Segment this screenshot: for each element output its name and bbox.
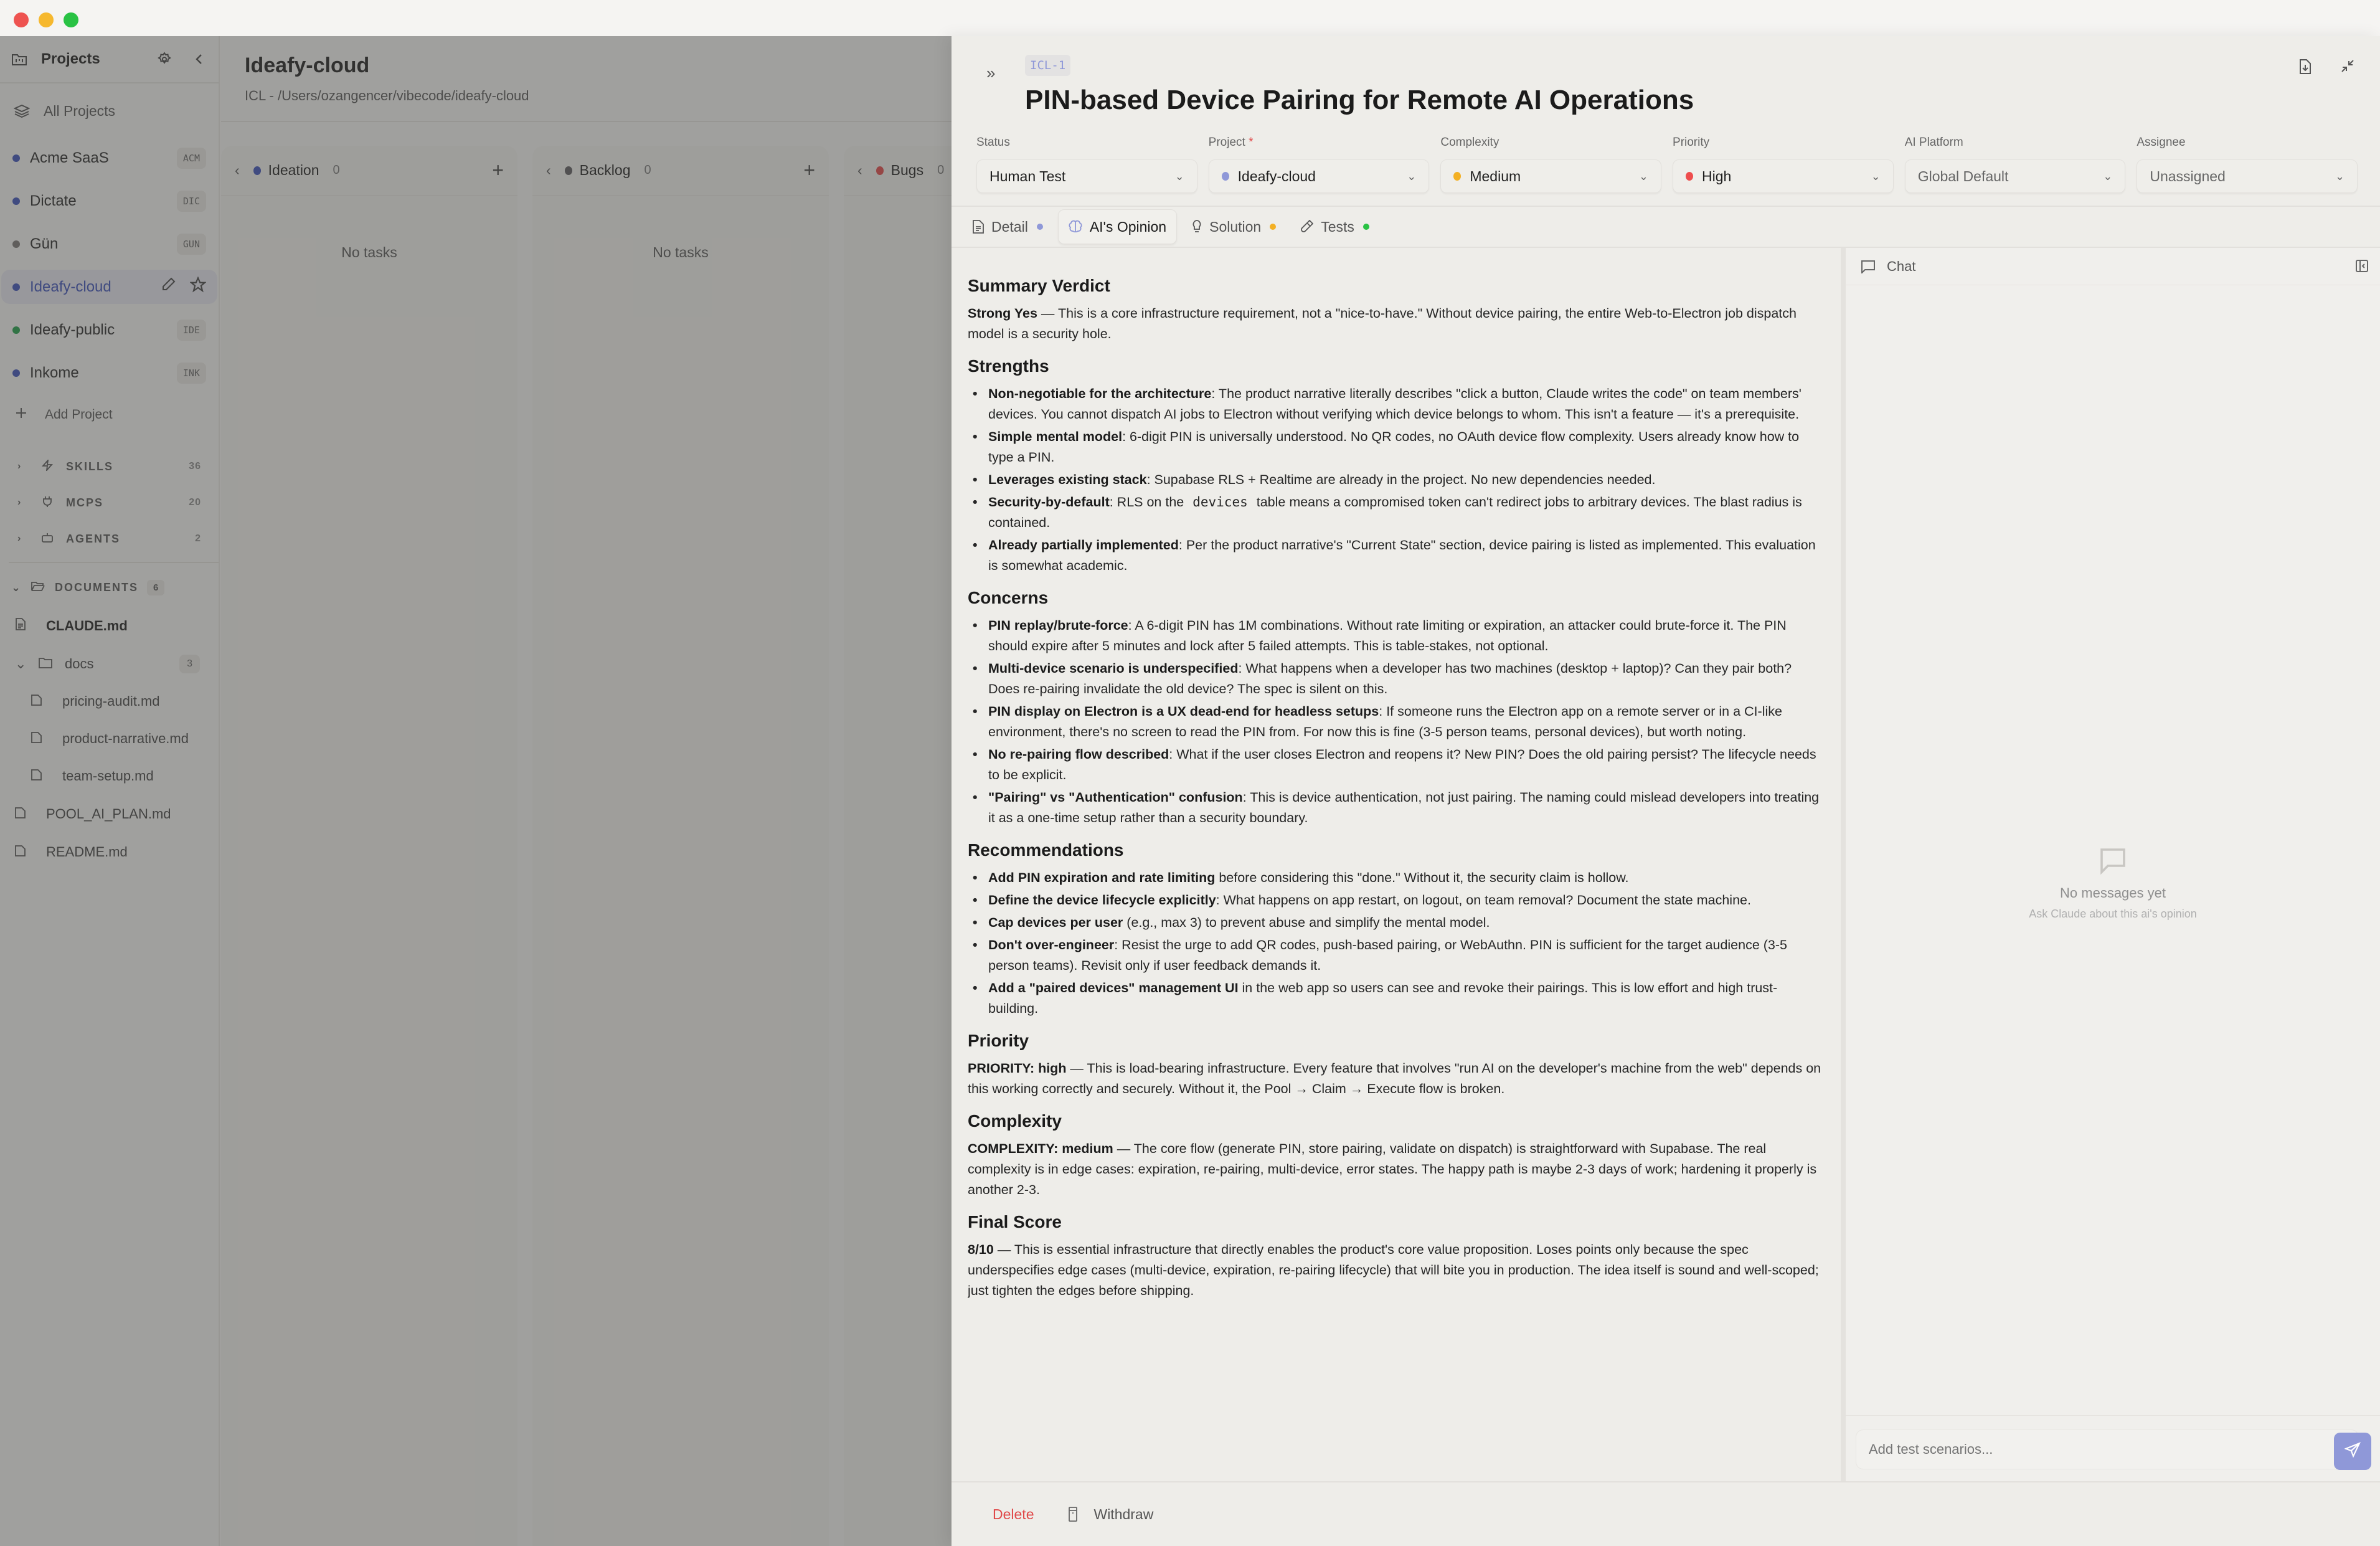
field-label: Status: [976, 136, 1010, 149]
board-path: ICL - /Users/ozangencer/vibecode/ideafy-cloud: [245, 88, 529, 103]
tab-solution[interactable]: [1182, 209, 1286, 244]
concerns-list: [968, 615, 1826, 828]
chevron-down-icon: ⌄: [1871, 169, 1881, 183]
summary-text: — This is a core infrastructure requirement, not a "nice-to-have." Without device pairing, the entire Web-to-Electron job dispatch model is a security hole.: [968, 306, 1797, 341]
chat-message-input[interactable]: [1856, 1430, 2359, 1469]
chat-empty-title: No messages yet: [2060, 885, 2166, 901]
field-label: Assignee: [2137, 136, 2186, 149]
resize-handle[interactable]: [1841, 248, 1846, 1481]
file-name: product-narrative.md: [62, 731, 189, 746]
field-assignee: [2137, 136, 2358, 193]
section-count: 20: [189, 497, 201, 508]
priority-paragraph: [968, 1058, 1826, 1099]
chevron-down-icon: ⌄: [1174, 169, 1184, 183]
item-text: : What happens when a developer has two machines (desktop + laptop)? Can they pair both? Does re-pairing invalidate the old device? The spec is silent on this.: [988, 661, 1792, 696]
item-lead: Multi-device scenario is underspecified: [988, 661, 1239, 676]
sidebar-title: Projects: [41, 50, 100, 67]
list-item: [968, 470, 1826, 490]
section-label: SKILLS: [66, 460, 114, 473]
project-code-badge: GUN: [177, 234, 206, 255]
chat-title: Chat: [1887, 258, 1916, 274]
item-text: in the web app so users can see and revoke their pairings. This is low effort and high trust-building.: [988, 980, 1778, 1016]
section-label: MCPS: [66, 496, 104, 509]
item-lead: Security-by-default: [988, 495, 1110, 510]
item-text: : What happens on app restart, on logout, on team removal? Document the state machine.: [1216, 893, 1751, 908]
select-value: Human Test: [989, 168, 1066, 184]
folder-count: 3: [179, 655, 200, 673]
chevron-right-icon: ›: [17, 461, 22, 472]
item-text: : Resist the urge to add QR codes, push-based pairing, or WebAuthn. PIN is sufficient for the target audience (3-5 person teams). Revisit only if user feedback demands it.: [988, 937, 1788, 973]
field-ai-platform: [1905, 136, 2126, 193]
folder-name: docs: [65, 655, 94, 671]
summary-paragraph: [968, 303, 1826, 344]
tab-ais-opinion[interactable]: [1058, 209, 1177, 244]
item-lead: PIN replay/brute-force: [988, 618, 1128, 633]
item-lead: Define the device lifecycle explicitly: [988, 893, 1216, 908]
message-square-icon: [2098, 868, 2128, 878]
complexity-lead: COMPLEXITY: medium: [968, 1141, 1113, 1156]
chevron-right-icon: ›: [17, 533, 22, 544]
item-text: (e.g., max 3) to prevent abuse and simplify the mental model.: [1123, 915, 1490, 930]
column-name: Ideation: [268, 162, 319, 178]
chevron-down-icon: ⌄: [1407, 169, 1417, 183]
item-text: : If someone runs the Electron app on a remote server or in a CI-like environment, there's no screen to read the PIN from. For now this is fine (3-5 person teams, personal devices), but worth noting.: [988, 704, 1782, 739]
list-item: [968, 384, 1826, 425]
column-count: 0: [937, 163, 945, 177]
item-lead: Cap devices per user: [988, 915, 1123, 930]
complexity-select[interactable]: [1440, 159, 1661, 193]
project-code-badge: DIC: [177, 191, 206, 212]
required-asterisk: *: [1249, 136, 1254, 149]
project-select[interactable]: [1209, 159, 1430, 193]
window-minimize-button[interactable]: [39, 12, 54, 27]
ai-opinion-content: [968, 264, 1826, 1458]
project-code-badge: IDE: [177, 320, 206, 341]
column-empty-state: No tasks: [653, 244, 709, 260]
tab-detail[interactable]: [963, 209, 1053, 244]
add-task-plus-icon[interactable]: +: [492, 159, 504, 181]
chevron-down-icon: ⌄: [1638, 169, 1649, 183]
complexity-paragraph: [968, 1139, 1826, 1200]
item-lead: Already partially implemented: [988, 538, 1179, 552]
item-lead: Add a "paired devices" management UI: [988, 980, 1239, 995]
item-text: : This is device authentication, not just pairing. The naming could mislead developers into treating it as a one-time setup rather than a security boundary.: [988, 790, 1820, 825]
window-titlebar: [0, 0, 2380, 36]
tab-label: AI's Opinion: [1089, 218, 1167, 235]
heading-priority: Priority: [968, 1031, 1029, 1050]
send-message-button[interactable]: [2334, 1433, 2371, 1470]
project-color-dot: [1222, 172, 1229, 181]
select-value: Ideafy-cloud: [1237, 168, 1316, 184]
tab-tests[interactable]: [1291, 209, 1379, 244]
tab-status-dot: [1270, 224, 1276, 230]
project-name: Ideafy-cloud: [30, 278, 111, 295]
chat-empty-subtitle: Ask Claude about this ai's opinion: [2029, 908, 2197, 920]
column-empty-state: No tasks: [341, 244, 397, 260]
item-text: table means a compromised token can't redirect jobs to arbitrary devices. The blast radius is contained.: [988, 495, 1802, 530]
file-name: README.md: [46, 843, 128, 860]
test-tube-icon: [1301, 220, 1313, 234]
item-text: : RLS on the: [1109, 495, 1188, 510]
all-projects-label: All Projects: [44, 102, 116, 119]
documents-count: 6: [147, 580, 164, 595]
field-status: [976, 136, 1197, 193]
task-fields: [976, 136, 2358, 193]
field-label: Complexity: [1440, 136, 1499, 149]
board-title: Ideafy-cloud: [245, 54, 370, 77]
list-item: [968, 744, 1826, 785]
list-item: [968, 913, 1826, 933]
list-item: [968, 658, 1826, 699]
file-name: CLAUDE.md: [46, 617, 128, 633]
expand-panel-chevrons-icon[interactable]: »: [986, 64, 996, 82]
project-name: Dictate: [30, 192, 77, 209]
field-label: [1209, 136, 1430, 154]
task-key-badge: ICL-1: [1025, 55, 1070, 76]
panel-toolbar: [2299, 59, 2355, 78]
heading-summary-verdict: Summary Verdict: [968, 276, 1110, 295]
lightbulb-icon: [1192, 220, 1202, 234]
heading-final-score: Final Score: [968, 1212, 1062, 1231]
item-lead: Leverages existing stack: [988, 472, 1147, 487]
chat-panel: [1846, 248, 2380, 1481]
list-item: [968, 535, 1826, 576]
project-code-badge: ACM: [177, 148, 206, 169]
section-count: 2: [195, 533, 201, 544]
list-item: [968, 615, 1826, 657]
column-name: Backlog: [579, 162, 631, 178]
message-square-icon: [1861, 260, 1876, 273]
minimize-panel-icon[interactable]: [2340, 59, 2355, 78]
item-lead: Non-negotiable for the architecture: [988, 386, 1212, 401]
column-count: 0: [333, 163, 340, 177]
heading-strengths: Strengths: [968, 356, 1049, 376]
file-name: POOL_AI_PLAN.md: [46, 805, 171, 822]
chat-composer: [1846, 1415, 2380, 1481]
select-value: High: [1702, 168, 1732, 184]
project-code-badge: INK: [177, 363, 206, 384]
documents-label: DOCUMENTS: [55, 581, 138, 594]
score-paragraph: [968, 1240, 1826, 1301]
list-item: [968, 492, 1826, 533]
add-task-plus-icon[interactable]: +: [803, 159, 815, 181]
recommendations-list: [968, 868, 1826, 1019]
item-text: before considering this "done." Without it, the security claim is hollow.: [1215, 870, 1629, 885]
inline-code: devices: [1192, 495, 1248, 510]
strengths-list: [968, 384, 1826, 576]
brain-icon: [1069, 220, 1082, 234]
assignee-select[interactable]: [2137, 159, 2358, 193]
list-item: [968, 787, 1826, 828]
list-item: [968, 701, 1826, 742]
status-select[interactable]: [976, 159, 1197, 193]
tab-label: Tests: [1321, 218, 1354, 235]
item-lead: No re-pairing flow described: [988, 747, 1169, 762]
list-item: [968, 868, 1826, 888]
tab-label: Detail: [991, 218, 1028, 235]
chevron-down-icon: ⌄: [2103, 169, 2113, 183]
file-text-icon: [973, 220, 984, 234]
heading-concerns: Concerns: [968, 588, 1049, 607]
export-file-download-icon[interactable]: [2299, 59, 2312, 78]
tab-status-dot: [1037, 224, 1043, 230]
modal-backdrop[interactable]: [0, 36, 952, 1546]
project-name: Ideafy-public: [30, 321, 115, 338]
item-lead: "Pairing" vs "Authentication" confusion: [988, 790, 1243, 805]
collapse-chat-panel-icon[interactable]: [2355, 259, 2369, 277]
tab-label: Solution: [1209, 218, 1262, 235]
project-name: Acme SaaS: [30, 149, 109, 166]
item-lead: Don't over-engineer: [988, 937, 1115, 952]
file-name: pricing-audit.md: [62, 693, 160, 709]
ai-platform-select[interactable]: [1905, 159, 2126, 193]
summary-lead: Strong Yes: [968, 306, 1037, 321]
chevron-down-icon: ⌄: [15, 655, 27, 671]
item-lead: Add PIN expiration and rate limiting: [988, 870, 1216, 885]
item-text: : A 6-digit PIN has 1M combinations. Without rate limiting or expiration, an attacker could brute-force it. The PIN should expire after 5 minutes and lock after 5 failed attempts. This is table-stakes, not optional.: [988, 618, 1787, 653]
select-value: Unassigned: [2150, 168, 2226, 184]
chevron-down-icon: ⌄: [2335, 169, 2345, 183]
window-close-button[interactable]: [14, 12, 29, 27]
add-project-label: Add Project: [45, 407, 113, 422]
heading-recommendations: Recommendations: [968, 840, 1124, 860]
score-lead: 8/10: [968, 1242, 994, 1257]
list-item: [968, 890, 1826, 911]
list-item: [968, 978, 1826, 1019]
collapse-column-chevron-icon[interactable]: ‹: [235, 162, 240, 178]
file-name: team-setup.md: [62, 768, 154, 784]
item-text: : The product narrative literally describes "click a button, Claude writes the code" on team members' devices. You cannot dispatch AI jobs to Electron without verifying which device belongs to whom. This isn't a feature — it's a prerequisite.: [988, 386, 1802, 422]
collapse-column-chevron-icon[interactable]: ‹: [546, 162, 551, 178]
chat-header: [1846, 248, 2380, 285]
item-lead: PIN display on Electron is a UX dead-end for headless setups: [988, 704, 1379, 719]
item-text: : Per the product narrative's "Current State" section, device pairing is listed as implemented. This evaluation is somewhat academic.: [988, 538, 1816, 573]
section-label: AGENTS: [66, 532, 121, 545]
detail-tabs: [952, 206, 2380, 248]
list-item: [968, 935, 1826, 976]
tab-status-dot: [1363, 224, 1369, 230]
complexity-text: — The core flow (generate PIN, store pairing, validate on dispatch) is straightforward with Supabase. The real complexity is in edge cases: expiration, re-pairing, multi-device, error states. The happy path is maybe 2-3 days of work; hardening it properly is another 2-3.: [968, 1141, 1817, 1197]
item-text: : What if the user closes Electron and reopens it? New PIN? Does the old pairing persist? The lifecycle needs to be explicit.: [988, 747, 1816, 782]
project-name: Inkome: [30, 364, 79, 381]
collapse-column-chevron-icon[interactable]: ‹: [857, 162, 862, 178]
select-value: Medium: [1470, 168, 1521, 184]
field-priority: [1673, 136, 1894, 193]
task-title[interactable]: PIN-based Device Pairing for Remote AI Operations: [1025, 85, 1694, 115]
project-name: Gün: [30, 235, 59, 252]
priority-color-dot: [1686, 172, 1693, 181]
panel-footer: [952, 1481, 2380, 1546]
column-count: 0: [644, 163, 651, 177]
priority-text: — This is load-bearing infrastructure. Every feature that involves "run AI on the developer's machine from the web" depends on this working correctly and securely. Without it, the Pool → Claim → Execute flow is broken.: [968, 1061, 1821, 1096]
field-label-text: Project: [1208, 136, 1245, 149]
field-label: AI Platform: [1904, 136, 1963, 149]
priority-select[interactable]: [1673, 159, 1894, 193]
window-zoom-button[interactable]: [64, 12, 78, 27]
item-lead: Simple mental model: [988, 429, 1123, 444]
column-name: Bugs: [890, 162, 924, 178]
section-count: 36: [189, 461, 201, 472]
field-label: Priority: [1673, 136, 1710, 149]
list-item: [968, 427, 1826, 468]
heading-complexity: Complexity: [968, 1111, 1062, 1131]
select-value: Global Default: [1917, 168, 2009, 184]
score-text: — This is essential infrastructure that directly enables the product's core value proposition. Loses points only because the spec underspecifies edge cases (multi-device, expiration, re-pairing lifecycle) that will bite you in production. The idea itself is sound and well-scoped; just tighten the edges before shipping.: [968, 1242, 1819, 1298]
item-text: : Supabase RLS + Realtime are already in the project. No new dependencies needed.: [1146, 472, 1656, 487]
withdraw-label: Withdraw: [1093, 1506, 1154, 1522]
chevron-right-icon: ›: [17, 497, 22, 508]
priority-lead: PRIORITY: high: [968, 1061, 1067, 1076]
task-detail-panel: [952, 36, 2380, 1546]
archive-icon: [1069, 1507, 1077, 1522]
send-paper-plane-icon: [2345, 1442, 2361, 1461]
field-complexity: [1440, 136, 1661, 193]
complexity-color-dot: [1453, 172, 1461, 181]
chevron-down-icon: ⌄: [11, 581, 22, 594]
item-text: : 6-digit PIN is universally understood. No QR codes, no OAuth device flow complexity. Users already know how to type a PIN.: [988, 429, 1800, 465]
field-project: [1209, 136, 1430, 193]
delete-button[interactable]: Delete: [993, 1506, 1034, 1522]
chat-empty-state: [1846, 846, 2380, 921]
withdraw-button[interactable]: [1069, 1506, 1153, 1523]
